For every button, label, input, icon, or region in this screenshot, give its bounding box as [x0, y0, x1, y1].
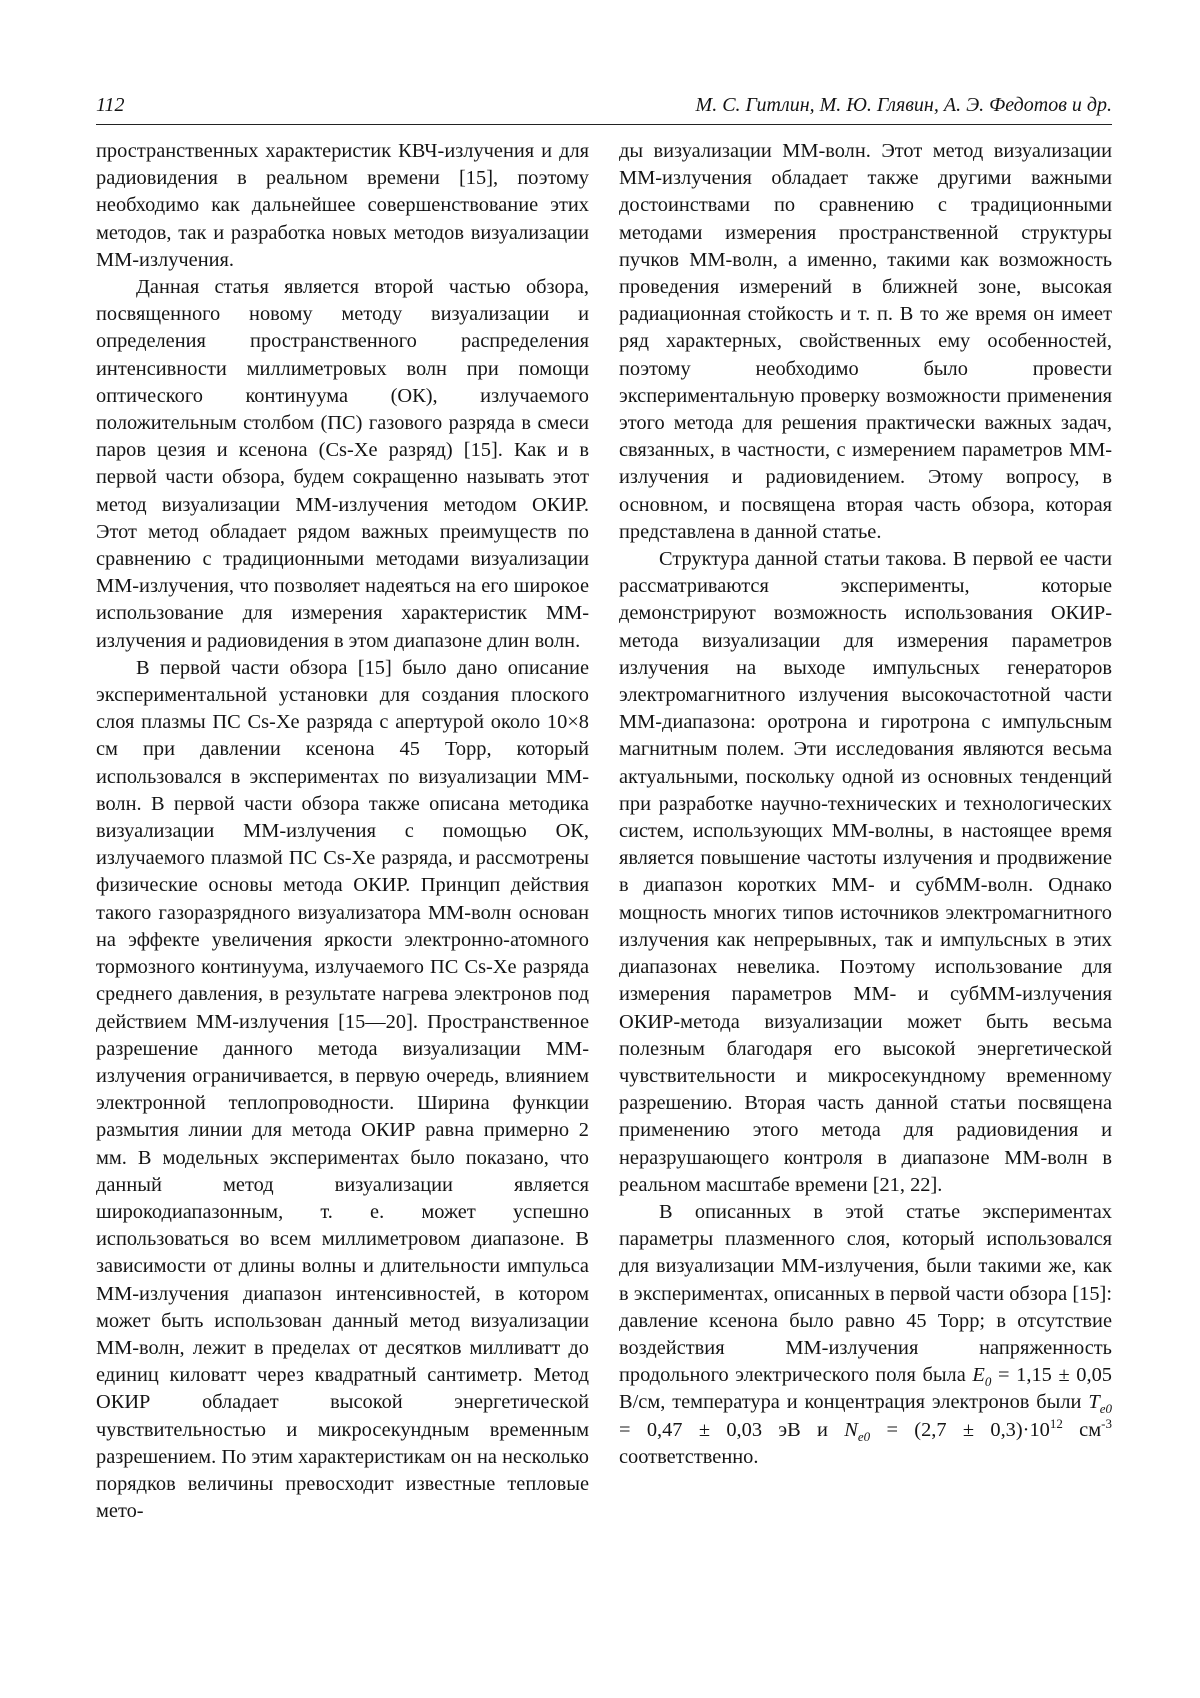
- right-column: [619, 138, 1112, 1471]
- paragraph: Структура данной статьи такова. В первой ее части рассматриваются эксперименты, которые демонстрируют возможность использования ОКИР-метода визуализации для измерения параметров излучения на выходе импульсных генераторов электромагнитного излучения высокочастотной части ММ-диапазона: оротрона и гиротрона с импульсным магнитным полем. Эти исследования являются весьма актуальными, поскольку одной из основных тенденций при разработке научно-технических и технологических систем, использующих ММ-волны, в настоящее время является повышение частоты излучения и продвижение в диапазон коротких ММ- и субММ-волн. Однако мощность многих типов источников электромагнитного излучения как непрерывных, так и импульсных в этих диапазонах невелика. Поэтому использование для измерения параметров ММ- и субММ-излучения ОКИР-метода визуализации может быть весьма полезным благодаря его высокой энергетической чувствительности и микросекундному временному разрешению. Вторая часть данной статьи посвящена применению этого метода для радиовидения и неразрушающего контроля в диапазоне ММ-волн в реальном масштабе времени [21, 22].: [619, 548, 1112, 1196]
- paragraph: ды визуализации ММ-волн. Этот метод визуализации ММ-излучения обладает также другими важными достоинствами по сравнению с традиционными методами измерения пространственной структуры пучков ММ-волн, а именно, такими как возможность проведения измерений в ближней зоне, высокая радиационная стойкость и т. п. В то же время он имеет ряд характерных, свойственных ему особенностей, поэтому необходимо было провести экспериментальную проверку возможности применения этого метода для решения практически важных задач, связанных, в частности, с измерением параметров ММ-излучения и радиовидением. Этому вопросу, в основном, и посвящена вторая часть обзора, которая представлена в данной статье.: [619, 140, 1112, 543]
- math-symbol-Te0: $T_{e0}$: [1088, 1391, 1112, 1417]
- paragraph: В первой части обзора [15] было дано описание экспериментальной установки для создания плоского слоя плазмы ПС Cs-Xe разряда с апертурой около 10×8 см при давлении ксенона 45 Торр, который использовался в экспериментах по визуализации ММ-волн. В первой части обзора также описана методика визуализации ММ-излучения с помощью ОК, излучаемого плазмой ПС Cs-Xe разряда, и рассмотрены физические основы метода ОКИР. Принцип действия такого газоразрядного визуализатора ММ-волн основан на эффекте увеличения яркости электронно-атомного тормозного континуума, излучаемого ПС Cs-Xe разряда среднего давления, в результате нагрева электронов под действием ММ-излучения [15—20]. Пространственное разрешение данного метода визуализации ММ-излучения ограничивается, в первую очередь, влиянием электронной теплопроводности. Ширина функции размытия линии для метода ОКИР равна примерно 2 мм. В модельных экспериментах было показано, что данный метод визуализации является широкодиапазонным, т. е. может успешно использоваться во всем миллиметровом диапазоне. В зависимости от длины волны и длительности импульса ММ-излучения диапазон интенсивностей, в котором может быть использован данный метод визуализации ММ-волн, лежит в пределах от десятков милливатт до единиц киловатт через квадратный сантиметр. Метод ОКИР обладает высокой энергетической чувствительностью и микросекундным временным разрешением. По этим характеристикам он на несколько порядков величины превосходит известные тепловые мето-: [96, 656, 589, 1523]
- paragraph: Данная статья является второй частью обзора, посвященного новому методу визуализации и определения пространственного распределения интенсивности миллиметровых волн при помощи оптического континуума (ОК), излучаемого положительным столбом (ПС) газового разряда в смеси паров цезия и ксенона (Cs-Xe разряд) [15]. Как и в первой части обзора, будем сокращенно называть этот метод визуализации ММ-излучения методом ОКИР. Этот метод обладает рядом важных преимуществ по сравнению с традиционными методами визуализации ММ-излучения, что позволяет надеяться на его широкое использование для измерения характеристик ММ-излучения и радиовидения в этом диапазоне длин волн.: [96, 276, 589, 652]
- header-rule: [96, 124, 1112, 125]
- exponent: 12: [1049, 1415, 1063, 1431]
- page-header: [96, 86, 1112, 122]
- math-symbol-E0: $E_0$: [972, 1364, 992, 1390]
- text-run: соответственно.: [619, 1445, 759, 1468]
- page-number: 112: [96, 94, 125, 116]
- text-run: = 0,47 ± 0,03 эВ и: [619, 1418, 845, 1441]
- running-head-authors: М. С. Гитлин, М. Ю. Глявин, А. Э. Федотов и др.: [695, 94, 1112, 116]
- math-symbol-Ne0: $N_{e0}$: [844, 1418, 871, 1444]
- text-run: см: [1062, 1418, 1102, 1441]
- paragraph: пространственных характеристик КВЧ-излучения и для радиовидения в реальном времени [15], поэтому необходимо как дальнейшее совершенствование этих методов, так и разработка новых методов визуализации ММ-излучения.: [96, 140, 589, 271]
- text-run: = 1,15 ± 0,05 В/см, температура и концентрация электронов были: [619, 1364, 1112, 1414]
- exponent: -3: [1101, 1415, 1112, 1431]
- text-run: = (2,7 ± 0,3)·10: [870, 1418, 1050, 1441]
- paragraph-with-formulas: [619, 1199, 1112, 1471]
- left-column: [96, 138, 589, 1525]
- text-run: В описанных в этой статье экспериментах параметры плазменного слоя, который использовался для визуализации ММ-излучения, были такими же, как в экспериментах, описанных в первой части обзора [15]: давление ксенона было равно 45 Торр; в отсутствие воздействия ММ-излучения напряженность продольного электрического поля была: [619, 1200, 1112, 1387]
